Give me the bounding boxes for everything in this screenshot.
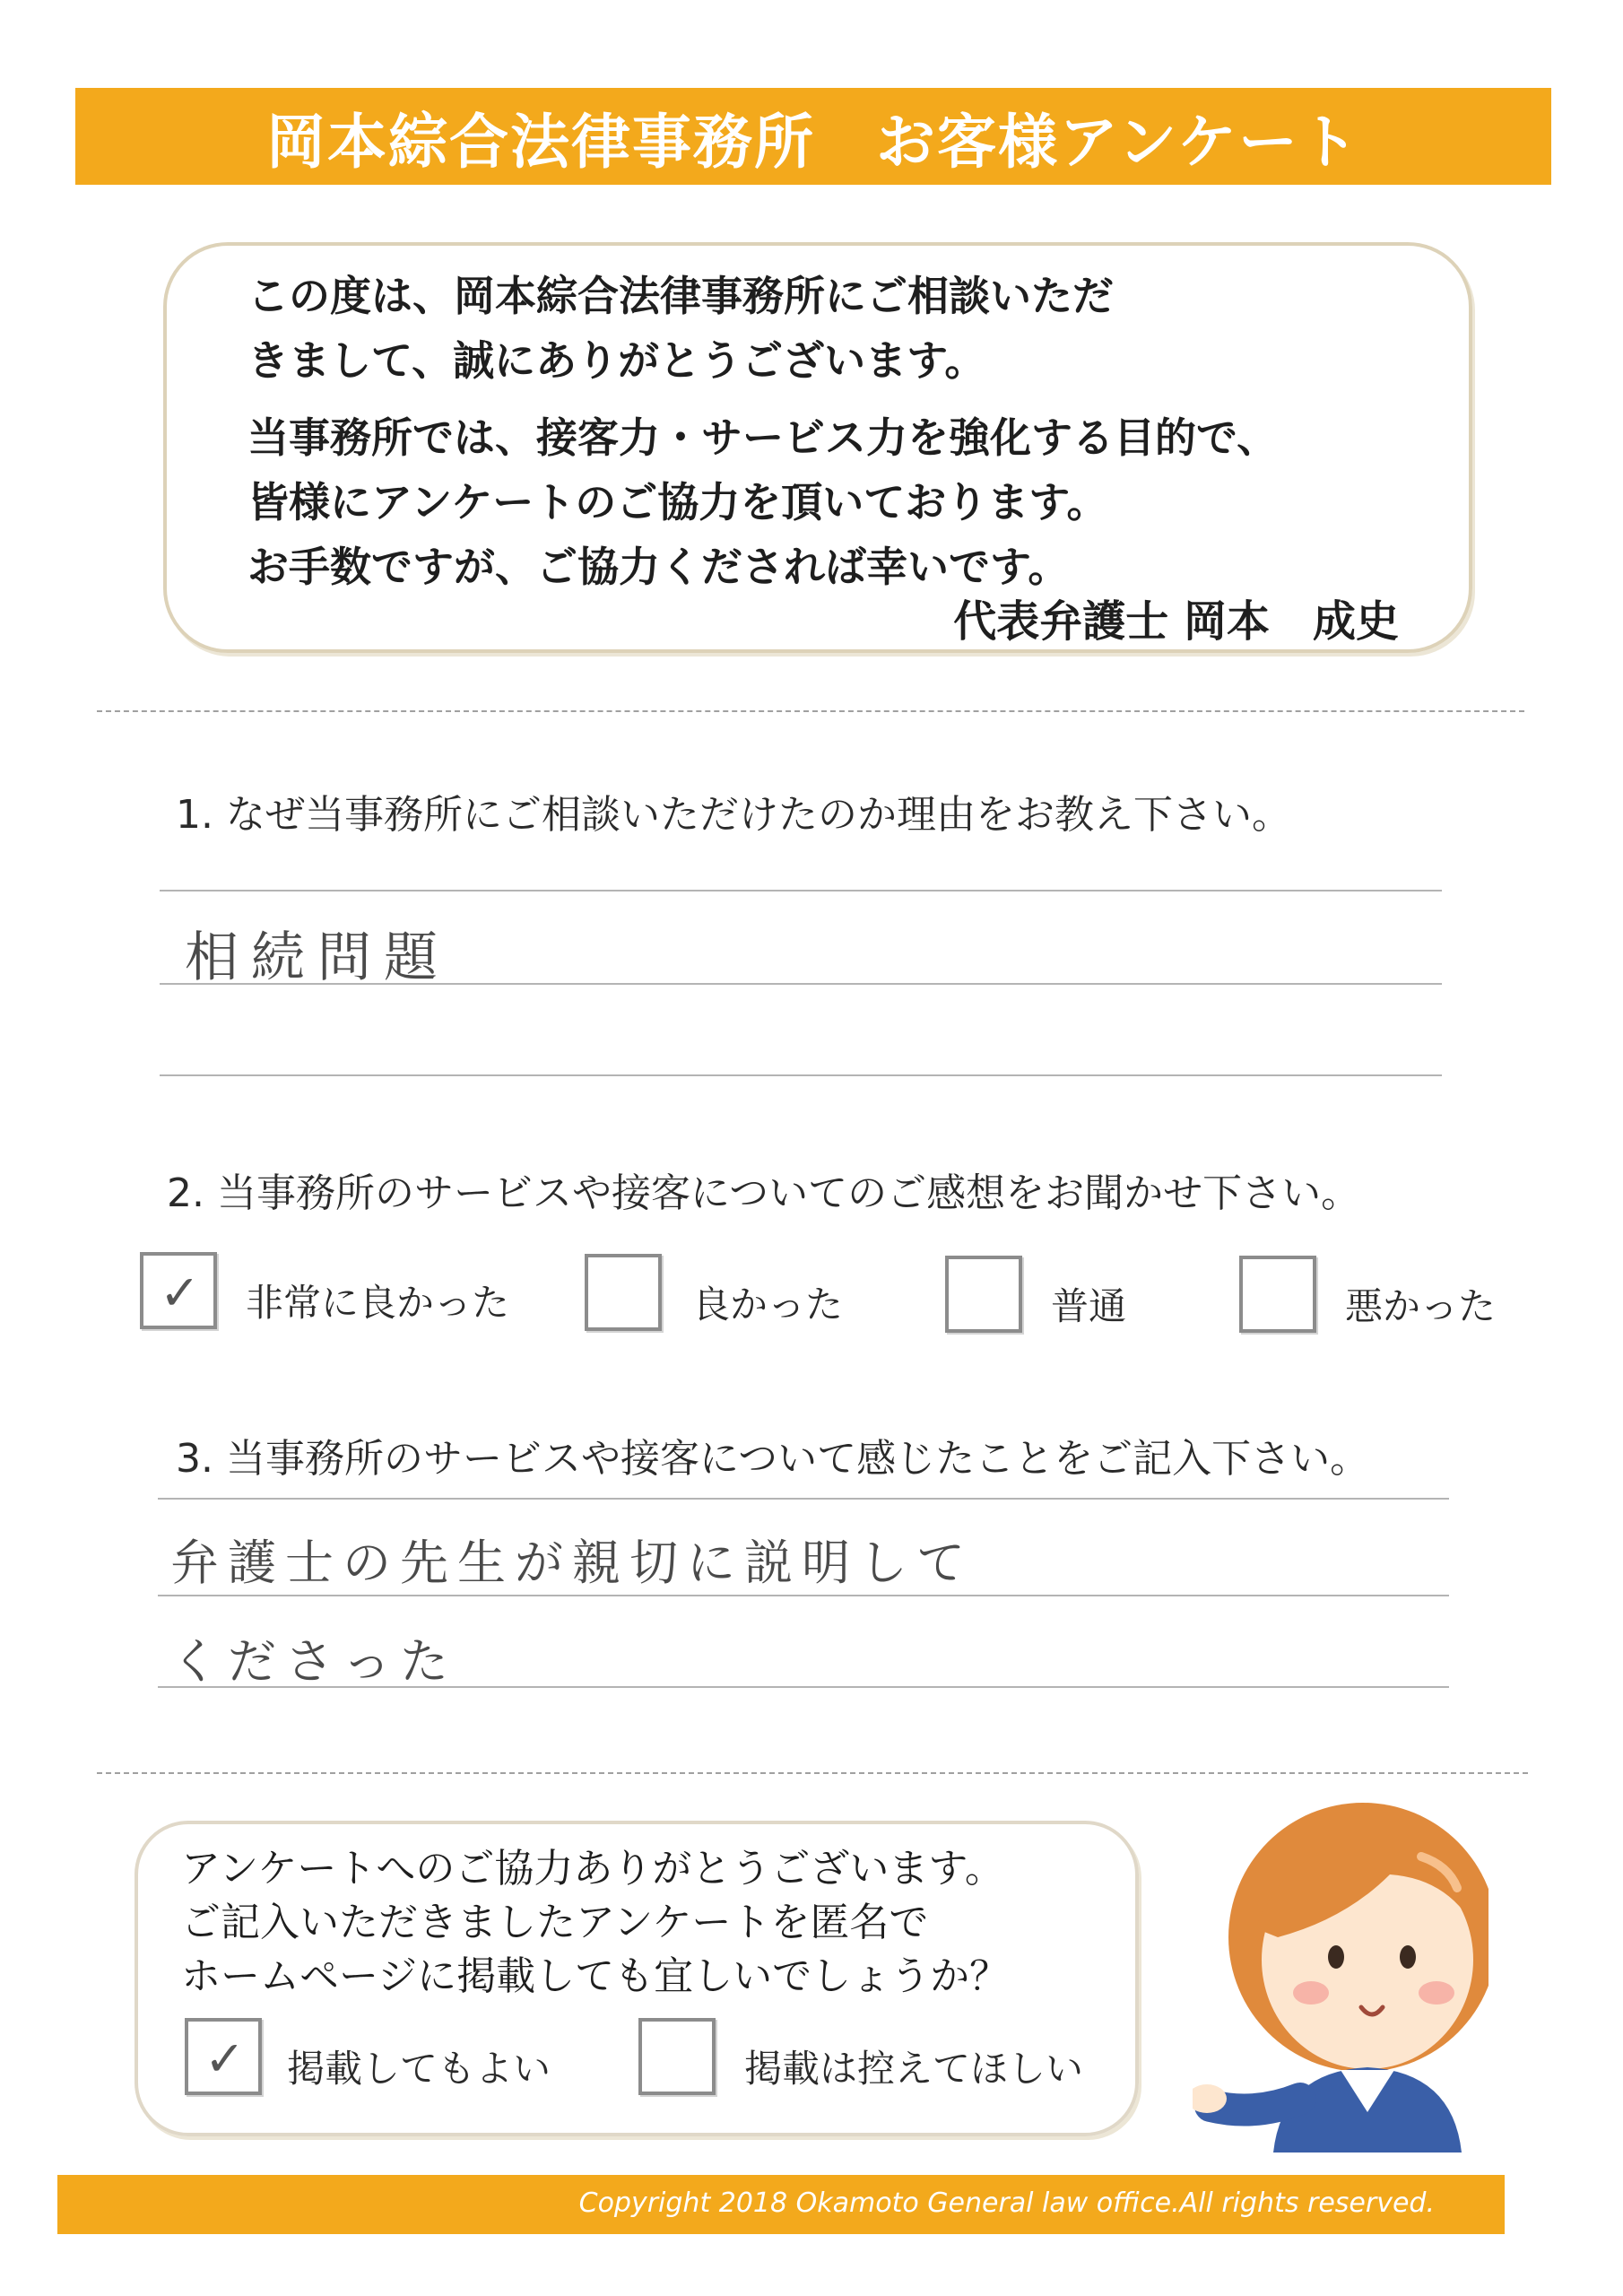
intro-line: 皆様にアンケートのご協力を頂いております。 bbox=[247, 478, 1108, 526]
intro-box bbox=[163, 242, 1472, 653]
section-divider bbox=[97, 1772, 1528, 1774]
checkbox-good[interactable] bbox=[585, 1254, 662, 1331]
footer-bar bbox=[57, 2175, 1505, 2234]
checkbox-publish-ok[interactable] bbox=[185, 2018, 262, 2095]
copyright-text: Copyright 2018 Okamoto General law office.All rights reserved. bbox=[578, 2187, 1435, 2219]
checkbox-normal[interactable] bbox=[945, 1256, 1022, 1333]
checkbox-publish-decline[interactable] bbox=[638, 2018, 716, 2095]
check-mark-icon: ✓ bbox=[204, 2031, 246, 2087]
consent-line: ご記入いただきましたアンケートを匿名で bbox=[181, 1900, 929, 1945]
answer-line bbox=[160, 1074, 1442, 1076]
intro-line: お手数ですが、ご協力くだされば幸いです。 bbox=[247, 543, 1070, 591]
question-3-label: 3. 当事務所のサービスや接客について感じたことをご記入下さい。 bbox=[176, 1436, 1370, 1482]
question-1-label: 1. なぜ当事務所にご相談いただけたのか理由をお教え下さい。 bbox=[176, 792, 1291, 838]
answer-line bbox=[158, 1595, 1449, 1596]
page-title: 岡本綜合法律事務所 お客様アンケート bbox=[265, 107, 1361, 177]
intro-line: きまして、誠にありがとうございます。 bbox=[247, 336, 986, 385]
intro-line: この度は、岡本綜合法律事務所にご相談いただ bbox=[247, 272, 1114, 320]
answer-line bbox=[158, 1498, 1449, 1500]
checkbox-bad[interactable] bbox=[1239, 1256, 1316, 1333]
question-3-answer-line-1[interactable]: 弁護士の先生が親切に説明して bbox=[170, 1535, 974, 1591]
consent-text bbox=[181, 1842, 1009, 2004]
option-publish-decline-label: 掲載は控えてほしい bbox=[744, 2047, 1084, 2091]
woman-pointing-illustration bbox=[1193, 1803, 1488, 2152]
signature: 代表弁護士 岡本 成史 bbox=[953, 596, 1399, 647]
consent-line: アンケートへのご協力ありがとうございます。 bbox=[181, 1846, 1004, 1892]
answer-line bbox=[160, 890, 1442, 891]
question-3-answer-line-2[interactable]: くださった bbox=[170, 1633, 457, 1690]
option-very-good-label: 非常に良かった bbox=[246, 1281, 510, 1325]
option-good-label: 良かった bbox=[692, 1283, 844, 1326]
section-divider bbox=[97, 710, 1524, 712]
check-mark-icon: ✓ bbox=[160, 1265, 201, 1321]
consent-box bbox=[135, 1821, 1139, 2136]
answer-line bbox=[158, 1686, 1449, 1688]
option-normal-label: 普通 bbox=[1051, 1284, 1127, 1328]
option-bad-label: 悪かった bbox=[1345, 1284, 1497, 1328]
intro-text bbox=[247, 264, 1433, 599]
option-publish-ok-label: 掲載してもよい bbox=[287, 2047, 551, 2091]
checkbox-very-good[interactable] bbox=[140, 1252, 217, 1329]
question-1-answer[interactable]: 相続問題 bbox=[185, 926, 450, 989]
question-2-label: 2. 当事務所のサービスや接客についてのご感想をお聞かせ下さい。 bbox=[167, 1170, 1361, 1216]
title-banner bbox=[75, 88, 1551, 185]
intro-line: 当事務所では、接客力・サービス力を強化する目的で、 bbox=[247, 413, 1279, 462]
consent-line: ホームページに掲載しても宜しいでしょうか？ bbox=[181, 1953, 1010, 1999]
answer-line bbox=[160, 983, 1442, 985]
